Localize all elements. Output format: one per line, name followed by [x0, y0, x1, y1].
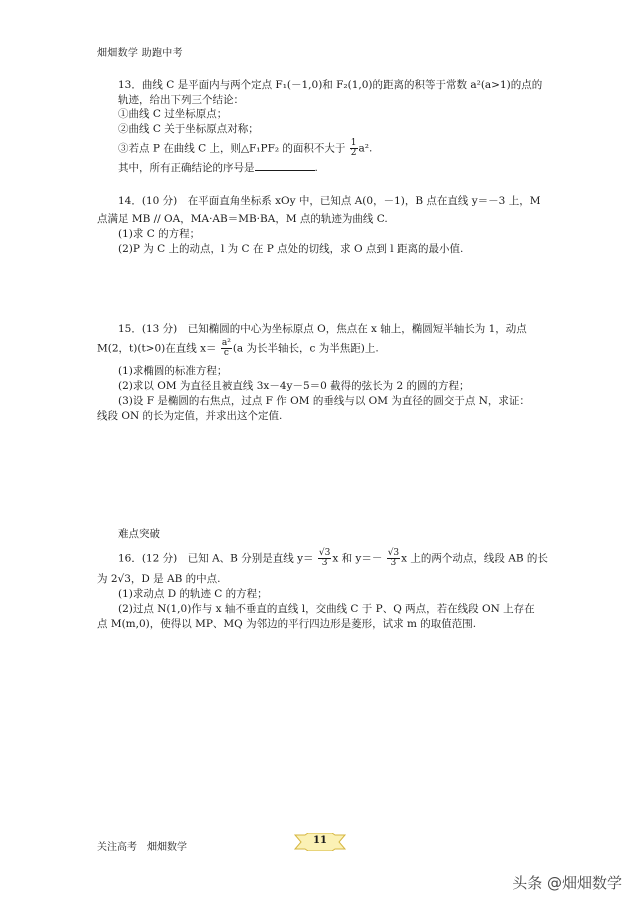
q15-part-1: (1)求椭圆的标准方程；	[118, 365, 228, 377]
q13-option-3-text: ③若点 P 在曲线 C 上，则△F₁PF₂ 的面积不大于	[118, 142, 346, 155]
q13-option-1: ①曲线 C 过坐标原点；	[118, 108, 228, 120]
q15-part-3: (3)设 F 是椭圆的右焦点，过点 F 作 OM 的垂线与以 OM 为直径的圆交于点 N，求证：	[118, 395, 530, 407]
fraction-numerator: 1	[350, 138, 357, 148]
q13-option-3	[118, 139, 372, 158]
q15-line-2	[97, 339, 379, 358]
fraction-a2-over-c	[221, 339, 232, 358]
q16-line-1-mid: x 和 y＝－	[332, 552, 383, 565]
q16-line-1	[118, 549, 548, 568]
q15-line-1: 15．(13 分) 已知椭圆的中心为坐标原点 O，焦点在 x 轴上，椭圆短半轴长为 1，动点	[118, 323, 527, 335]
section-title: 难点突破	[118, 528, 160, 540]
q14-part-1: (1)求 C 的方程；	[118, 228, 201, 240]
q14-part-2: (2)P 为 C 上的动点，l 为 C 在 P 点处的切线，求 O 点到 l 距离的最小值.	[118, 243, 464, 255]
page-header: 畑畑数学 助跑中考	[97, 48, 183, 59]
fraction-sqrt3-over-3	[318, 549, 331, 568]
fraction-sqrt3-over-3	[387, 549, 400, 568]
q14-line-2: 点满足 MB // OA，MA·AB＝MB·BA，M 点的轨迹为曲线 C.	[97, 213, 388, 225]
page-number-badge	[293, 833, 347, 851]
q13-prompt: 其中，所有正确结论的序号是 .	[118, 162, 318, 174]
q16-line-1-text: 16．(12 分) 已知 A、B 分别是直线 y＝	[118, 552, 314, 565]
footer-text: 关注高考 畑畑数学	[97, 842, 187, 853]
q15-line-2-text: M(2，t)(t>0)在直线 x＝	[97, 342, 217, 355]
page-number: 11	[313, 835, 327, 846]
q16-part-2: (2)过点 N(1,0)作与 x 轴不垂直的直线 l，交曲线 C 于 P、Q 两点，若在线段 ON 上存在	[118, 603, 535, 615]
fraction-numerator: a²	[221, 338, 231, 348]
fraction-numerator: √3	[318, 548, 331, 558]
q16-part-2-cont: 点 M(m,0)，使得以 MP、MQ 为邻边的平行四边形是菱形，试求 m 的取值范围.	[97, 618, 477, 630]
q13-option-2: ②曲线 C 关于坐标原点对称；	[118, 123, 259, 135]
q15-part-2: (2)求以 OM 为直径且被直线 3x－4y－5＝0 截得的弦长为 2 的圆的方程；	[118, 380, 470, 392]
fraction-denominator: 3	[390, 558, 397, 568]
fraction-denominator: 2	[350, 148, 357, 158]
q16-part-1: (1)求动点 D 的轨迹 C 的方程；	[118, 588, 268, 600]
q13-line-2: 轨迹，给出下列三个结论：	[118, 94, 244, 106]
q14-line-1: 14．(10 分) 在平面直角坐标系 xOy 中，已知点 A(0，－1)，B 点在直线 y＝－3 上，M	[118, 195, 541, 207]
fraction-denominator: 3	[321, 558, 328, 568]
fraction-numerator: √3	[387, 548, 400, 558]
q13-line-1: 13．曲线 C 是平面内与两个定点 F₁(－1,0)和 F₂(1,0)的距离的积等于常数 a²(a>1)的点的	[118, 79, 543, 91]
q13-option-3-tail: a².	[358, 142, 373, 155]
q15-line-2-tail: (a 为长半轴长，c 为半焦距)上.	[232, 342, 379, 355]
q16-line-1-tail: x 上的两个动点，线段 AB 的长	[401, 552, 548, 565]
answer-blank[interactable]	[255, 160, 315, 171]
q16-line-2: 为 2√3，D 是 AB 的中点.	[97, 573, 221, 585]
q13-prompt-text: 其中，所有正确结论的序号是	[118, 162, 255, 174]
q15-part-3-cont: 线段 ON 的长为定值，并求出这个定值.	[97, 410, 283, 422]
watermark: 头条 @畑畑数学	[512, 874, 622, 892]
fraction-denominator: c	[223, 348, 229, 358]
fraction-half	[350, 139, 358, 158]
